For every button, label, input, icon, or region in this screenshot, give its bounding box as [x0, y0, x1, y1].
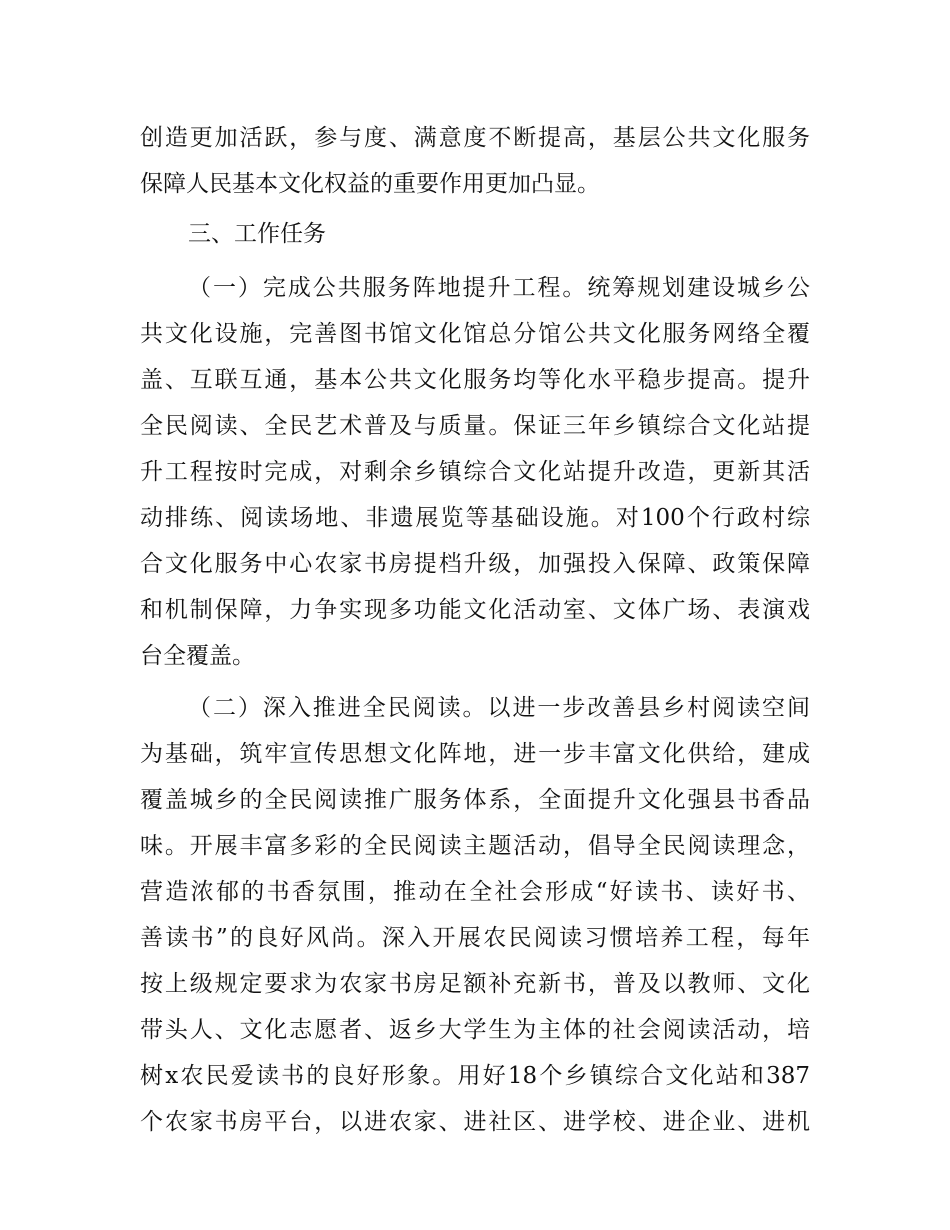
- text-line-7: 全民阅读、全民艺术普及与质量。保证三年乡镇综合文化站提: [140, 413, 810, 439]
- text-line-14: 为基础，筑牢宣传思想文化阵地，进一步丰富文化供给，建成: [140, 741, 810, 767]
- text-line-13: （二）深入推进全民阅读。以进一步改善县乡村阅读空间: [188, 695, 810, 721]
- text-line-2: 保障人民基本文化权益的重要作用更加凸显。: [140, 171, 600, 197]
- text-line-18: 善读书”的良好风尚。深入开展农民阅读习惯培养工程，每年: [140, 925, 810, 951]
- text-line-16: 味。开展丰富多彩的全民阅读主题活动，倡导全民阅读理念，: [140, 833, 810, 859]
- text-line-1: 创造更加活跃，参与度、满意度不断提高，基层公共文化服务: [140, 125, 810, 151]
- section-heading-work-tasks: 三、工作任务: [188, 221, 326, 247]
- text-line-6: 盖、互联互通，基本公共文化服务均等化水平稳步提高。提升: [140, 367, 810, 393]
- text-line-11: 和机制保障，力争实现多功能文化活动室、文体广场、表演戏: [140, 597, 810, 623]
- text-line-10: 合文化服务中心农家书房提档升级，加强投入保障、政策保障: [140, 551, 810, 577]
- text-line-5: 共文化设施，完善图书馆文化馆总分馆公共文化服务网络全覆: [140, 321, 810, 347]
- text-line-20: 带头人、文化志愿者、返乡大学生为主体的社会阅读活动，培: [140, 1017, 810, 1043]
- text-line-4: （一）完成公共服务阵地提升工程。统筹规划建设城乡公: [188, 275, 810, 301]
- text-line-22: 个农家书房平台，以进农家、进社区、进学校、进企业、进机: [140, 1109, 810, 1135]
- text-line-9: 动排练、阅读场地、非遗展览等基础设施。对100个行政村综: [140, 505, 810, 531]
- text-line-15: 覆盖城乡的全民阅读推广服务体系，全面提升文化强县书香品: [140, 787, 810, 813]
- text-line-21: 树x农民爱读书的良好形象。用好18个乡镇综合文化站和387: [140, 1063, 810, 1089]
- text-line-17: 营造浓郁的书香氛围，推动在全社会形成“好读书、读好书、: [140, 879, 810, 905]
- text-line-19: 按上级规定要求为农家书房足额补充新书，普及以教师、文化: [140, 971, 810, 997]
- text-line-8: 升工程按时完成，对剩余乡镇综合文化站提升改造，更新其活: [140, 459, 810, 485]
- text-line-12: 台全覆盖。: [140, 643, 255, 669]
